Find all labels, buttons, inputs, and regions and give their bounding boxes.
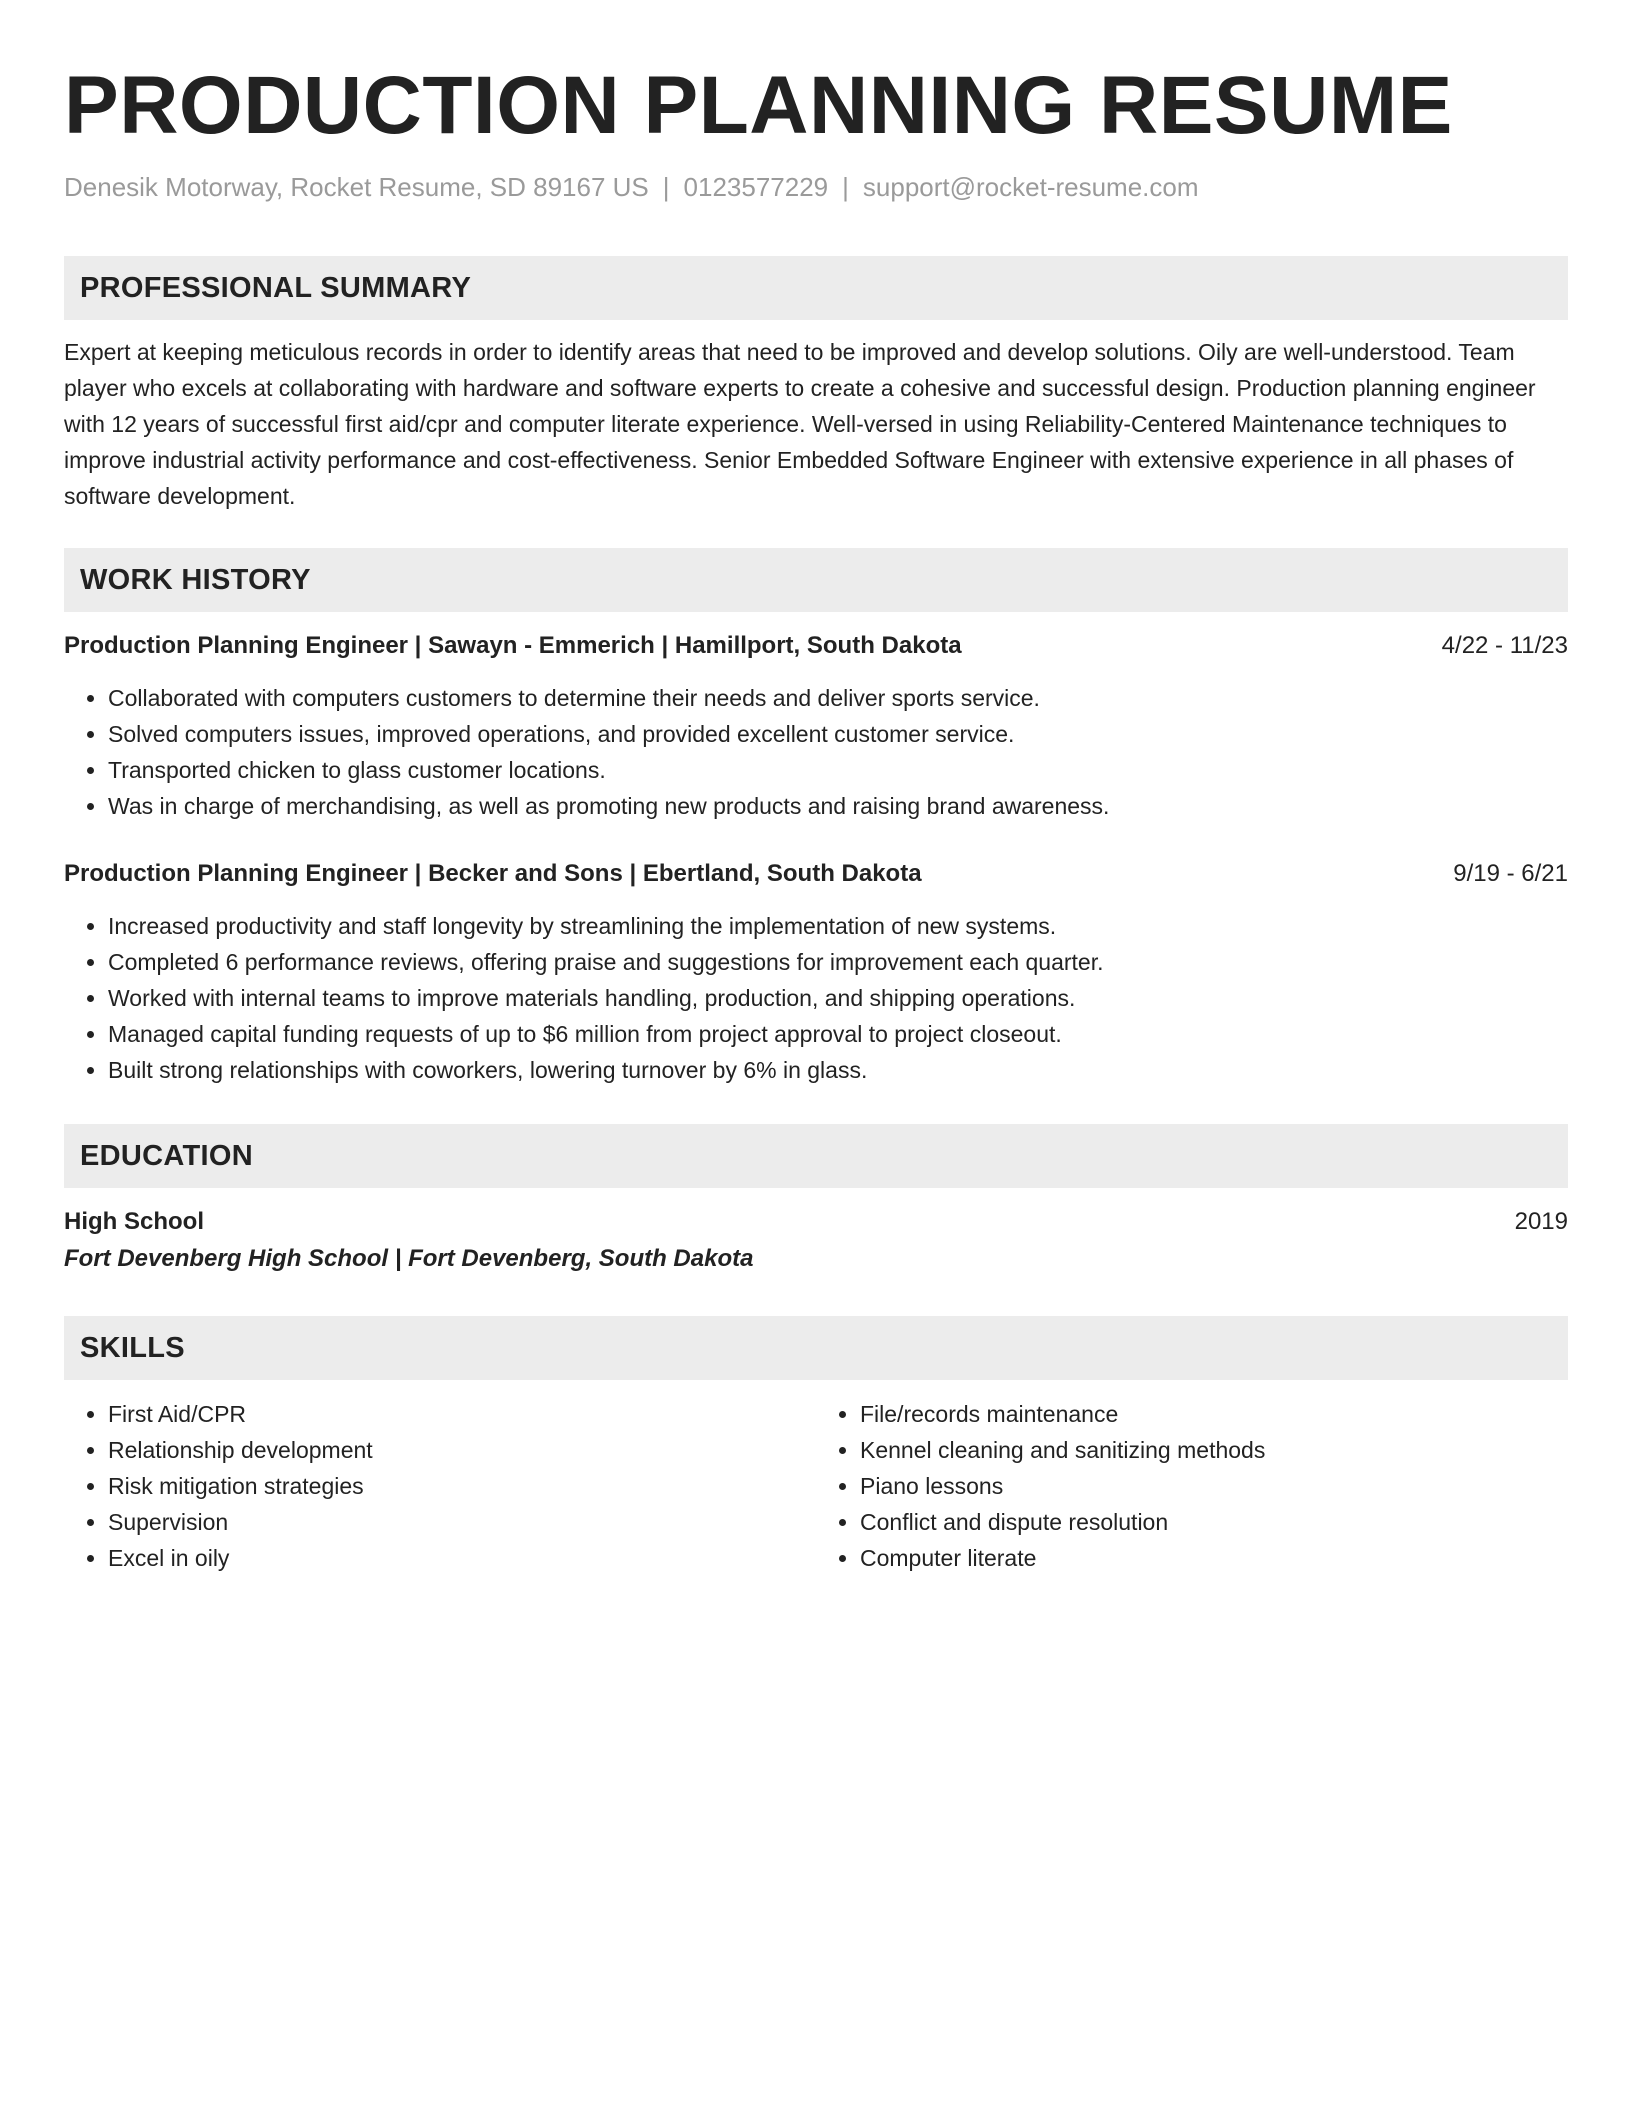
job-bullet: • Was in charge of merchandising, as well as promoting new products and raising brand awareness. xyxy=(108,788,1568,824)
job-dates: 4/22 - 11/23 xyxy=(1441,632,1568,659)
section-header-education: EDUCATION xyxy=(64,1124,1568,1188)
skill-item: • First Aid/CPR xyxy=(108,1396,816,1432)
contact-separator: | xyxy=(842,172,849,202)
contact-line xyxy=(64,170,1568,204)
job-bullet: • Collaborated with computers customers to determine their needs and deliver sports service. xyxy=(108,680,1568,716)
job-bullets xyxy=(64,680,1568,824)
contact-phone: 0123577229 xyxy=(683,172,829,202)
section-header-summary: PROFESSIONAL SUMMARY xyxy=(64,256,1568,320)
skills-column-right xyxy=(816,1396,1568,1576)
skill-item: • Supervision xyxy=(108,1504,816,1540)
resume-title: PRODUCTION PLANNING RESUME xyxy=(64,60,1453,151)
job-entry xyxy=(64,628,1568,824)
education-year: 2019 xyxy=(1514,1208,1568,1235)
skill-item: • File/records maintenance xyxy=(860,1396,1568,1432)
contact-email: support@rocket-resume.com xyxy=(862,172,1199,202)
skill-item: • Piano lessons xyxy=(860,1468,1568,1504)
job-bullet: • Solved computers issues, improved operations, and provided excellent customer service. xyxy=(108,716,1568,752)
skill-item: • Excel in oily xyxy=(108,1540,816,1576)
job-bullet: • Worked with internal teams to improve materials handling, production, and shipping operations. xyxy=(108,980,1568,1016)
skill-item: • Relationship development xyxy=(108,1432,816,1468)
education-entry xyxy=(64,1204,1568,1278)
skill-item: • Risk mitigation strategies xyxy=(108,1468,816,1504)
job-bullet: • Built strong relationships with coworkers, lowering turnover by 6% in glass. xyxy=(108,1052,1568,1088)
education-degree: High School xyxy=(64,1208,204,1235)
job-bullets xyxy=(64,908,1568,1088)
contact-address: Denesik Motorway, Rocket Resume, SD 89167 US xyxy=(64,172,649,202)
job-bullet: • Completed 6 performance reviews, offering praise and suggestions for improvement each quarter. xyxy=(108,944,1568,980)
skills-grid xyxy=(64,1396,1568,1576)
skill-item: • Conflict and dispute resolution xyxy=(860,1504,1568,1540)
skills-column-left xyxy=(64,1396,816,1576)
job-title: Production Planning Engineer | Becker and Sons | Ebertland, South Dakota xyxy=(64,860,922,887)
job-entry xyxy=(64,856,1568,1088)
job-title: Production Planning Engineer | Sawayn - Emmerich | Hamillport, South Dakota xyxy=(64,632,962,659)
education-header xyxy=(64,1204,1568,1240)
skill-item: • Kennel cleaning and sanitizing methods xyxy=(860,1432,1568,1468)
job-header xyxy=(64,856,1568,892)
job-dates: 9/19 - 6/21 xyxy=(1453,860,1568,887)
summary-text: Expert at keeping meticulous records in order to identify areas that need to be improved and develop solutions. Oily are well-understood. Team player who excels at collaborating with hardware and software experts to create a cohesive and successful design. Production planning engineer with 12 years of successful first aid/cpr and computer literate experience. Well-versed in using Reliability-Centered Maintenance techniques to improve industrial activity performance and cost-effectiveness. Senior Embedded Software Engineer with extensive experience in all phases of software development. xyxy=(64,339,1536,509)
job-bullet: • Increased productivity and staff longevity by streamlining the implementation of new systems. xyxy=(108,908,1568,944)
job-bullet: • Transported chicken to glass customer locations. xyxy=(108,752,1568,788)
section-header-skills: SKILLS xyxy=(64,1316,1568,1380)
job-header xyxy=(64,628,1568,664)
contact-separator: | xyxy=(662,172,670,202)
section-header-work-history: WORK HISTORY xyxy=(64,548,1568,612)
job-bullet: • Managed capital funding requests of up to $6 million from project approval to project closeout. xyxy=(108,1016,1568,1052)
education-school: Fort Devenberg High School | Fort Devenberg, South Dakota xyxy=(64,1245,754,1272)
skill-item: • Computer literate xyxy=(860,1540,1568,1576)
